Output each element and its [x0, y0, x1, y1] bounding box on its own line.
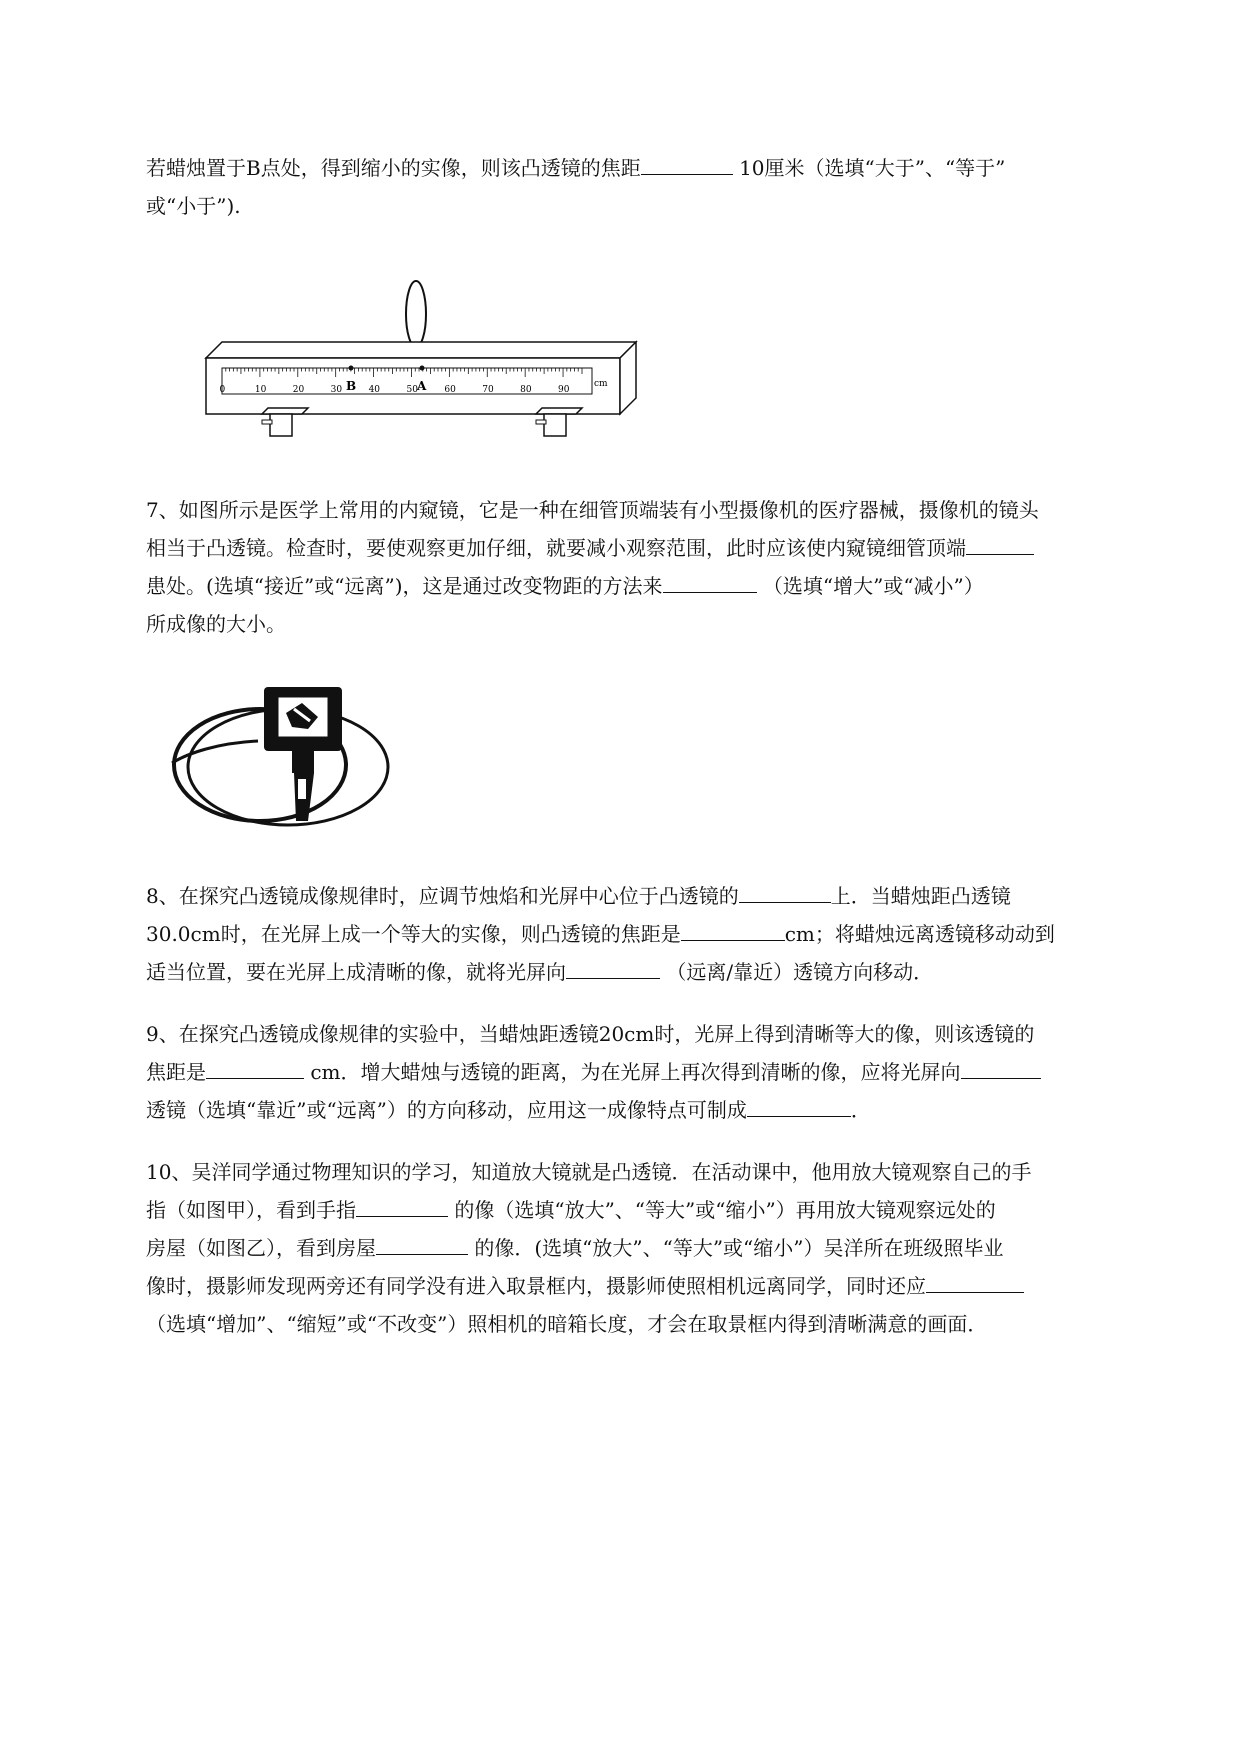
q8-text-2b: cm；将蜡烛远离透镜移动动到: [784, 922, 1055, 946]
q10-line-5: [146, 1312, 987, 1336]
q9-text-3b: ．: [850, 1098, 871, 1122]
q9-line-3: [146, 1098, 871, 1122]
q7-blank-change[interactable]: [663, 574, 757, 593]
q6-text-1a: 若蜡烛置于B点处，得到缩小的实像，则该凸透镜的焦距: [146, 156, 641, 180]
ruler-tick-label: 40: [368, 385, 381, 395]
q10-text-2a: 指（如图甲），看到手指: [146, 1198, 356, 1222]
endoscope-figure: [168, 683, 408, 835]
q8-text-2a: 30.0cm时，在光屏上成一个等大的实像，则凸透镜的焦距是: [146, 922, 681, 946]
q6-line-2: [146, 194, 241, 218]
q7-line-4: [146, 612, 286, 636]
q8-blank-direction[interactable]: [566, 960, 660, 979]
q8-text-1a: 8、在探究凸透镜成像规律时，应调节烛焰和光屏中心位于凸透镜的: [146, 884, 739, 908]
q7-text-2: 相当于凸透镜。检查时，要使观察更加仔细，就要减小观察范围，此时应该使内窥镜细管顶端: [146, 536, 966, 560]
q8-line-3: [146, 960, 933, 984]
ruler-unit-label: cm: [594, 379, 608, 389]
point-b-label: B: [346, 379, 357, 393]
q10-text-1: 10、吴洋同学通过物理知识的学习，知道放大镜就是凸透镜．在活动课中，他用放大镜观察自己的手: [146, 1160, 1032, 1184]
q7-text-4: 所成像的大小。: [146, 612, 286, 636]
q9-text-1: 9、在探究凸透镜成像规律的实验中，当蜡烛距透镜20cm时，光屏上得到清晰等大的像，则该透镜的: [146, 1022, 1035, 1046]
q9-blank-direction[interactable]: [961, 1060, 1041, 1079]
q10-line-4: [146, 1274, 1024, 1298]
optical-bench-figure: [200, 278, 640, 458]
ruler-tick-label: 30: [330, 385, 343, 395]
q7-text-3b: （选填“增大”或“减小”）: [762, 574, 984, 598]
ruler-tick-label: 90: [558, 385, 570, 395]
ruler-tick-label: 60: [444, 385, 456, 395]
q7-line-3: [146, 574, 984, 598]
q9-text-3a: 透镜（选填“靠近”或“远离”）的方向移动，应用这一成像特点可制成: [146, 1098, 747, 1122]
q10-text-4: 像时，摄影师发现两旁还有同学没有进入取景框内，摄影师使照相机远离同学，同时还应: [146, 1274, 926, 1298]
q7-text-3a: 患处。(选填“接近”或“远离”)，这是通过改变物距的方法来: [146, 574, 663, 598]
ruler-tick-label: 20: [292, 385, 305, 395]
q10-text-5: （选填“增加”、“缩短”或“不改变”）照相机的暗箱长度，才会在取景框内得到清晰满意的画面．: [146, 1312, 988, 1336]
q8-line-2: [146, 922, 1055, 946]
q6-text-1b: 10厘米（选填“大于”、“等于”: [739, 156, 1006, 180]
q8-text-3b: （远离/靠近）透镜方向移动．: [666, 960, 934, 984]
q10-blank-camera[interactable]: [926, 1274, 1024, 1293]
q10-text-3b: 的像．(选填“放大”、“等大”或“缩小”）吴洋所在班级照毕业: [474, 1236, 1004, 1260]
q6-text-2: 或“小于”).: [146, 194, 241, 218]
ruler-tick-label: 0: [219, 385, 226, 395]
q8-text-1b: 上．当蜡烛距凸透镜: [830, 884, 1011, 908]
ruler-tick-label: 10: [254, 385, 267, 395]
q9-blank-device[interactable]: [747, 1098, 851, 1117]
ruler-tick-label: 70: [482, 385, 494, 395]
q10-line-3: [146, 1236, 1004, 1260]
q10-blank-finger[interactable]: [356, 1198, 448, 1217]
ruler-tick-label: 50: [406, 385, 418, 395]
q8-text-3a: 适当位置，要在光屏上成清晰的像，就将光屏向: [146, 960, 566, 984]
bench-leg-left: [262, 408, 308, 436]
q10-text-3a: 房屋（如图乙），看到房屋: [146, 1236, 376, 1260]
q9-text-2b: cm．增大蜡烛与透镜的距离，为在光屏上再次得到清晰的像，应将光屏向: [310, 1060, 961, 1084]
q9-blank-focal[interactable]: [206, 1060, 304, 1079]
q10-blank-house[interactable]: [376, 1236, 468, 1255]
q8-line-1: [146, 884, 1011, 908]
q10-text-2b: 的像（选填“放大”、“等大”或“缩小”）再用放大镜观察远处的: [454, 1198, 996, 1222]
q7-blank-position[interactable]: [966, 536, 1034, 555]
q9-text-2a: 焦距是: [146, 1060, 206, 1084]
q8-blank-focal[interactable]: [681, 922, 785, 941]
q7-line-1: [146, 498, 1039, 522]
q9-line-1: [146, 1022, 1034, 1046]
q7-text-1: 7、如图所示是医学上常用的内窥镜，它是一种在细管顶端装有小型摄像机的医疗器械，摄像机的镜头: [146, 498, 1039, 522]
q8-blank-axis[interactable]: [739, 884, 831, 903]
q10-line-2: [146, 1198, 996, 1222]
q7-line-2: [146, 536, 1034, 560]
ruler-tick-label: 80: [520, 385, 532, 395]
q6-line-1: [146, 156, 1005, 180]
lens-icon: [406, 281, 426, 347]
bench-leg-right: [536, 408, 582, 436]
q10-line-1: [146, 1160, 1031, 1184]
point-a-label: A: [417, 379, 427, 393]
q6-blank-focal[interactable]: [641, 156, 733, 175]
q9-line-2: [146, 1060, 1041, 1084]
